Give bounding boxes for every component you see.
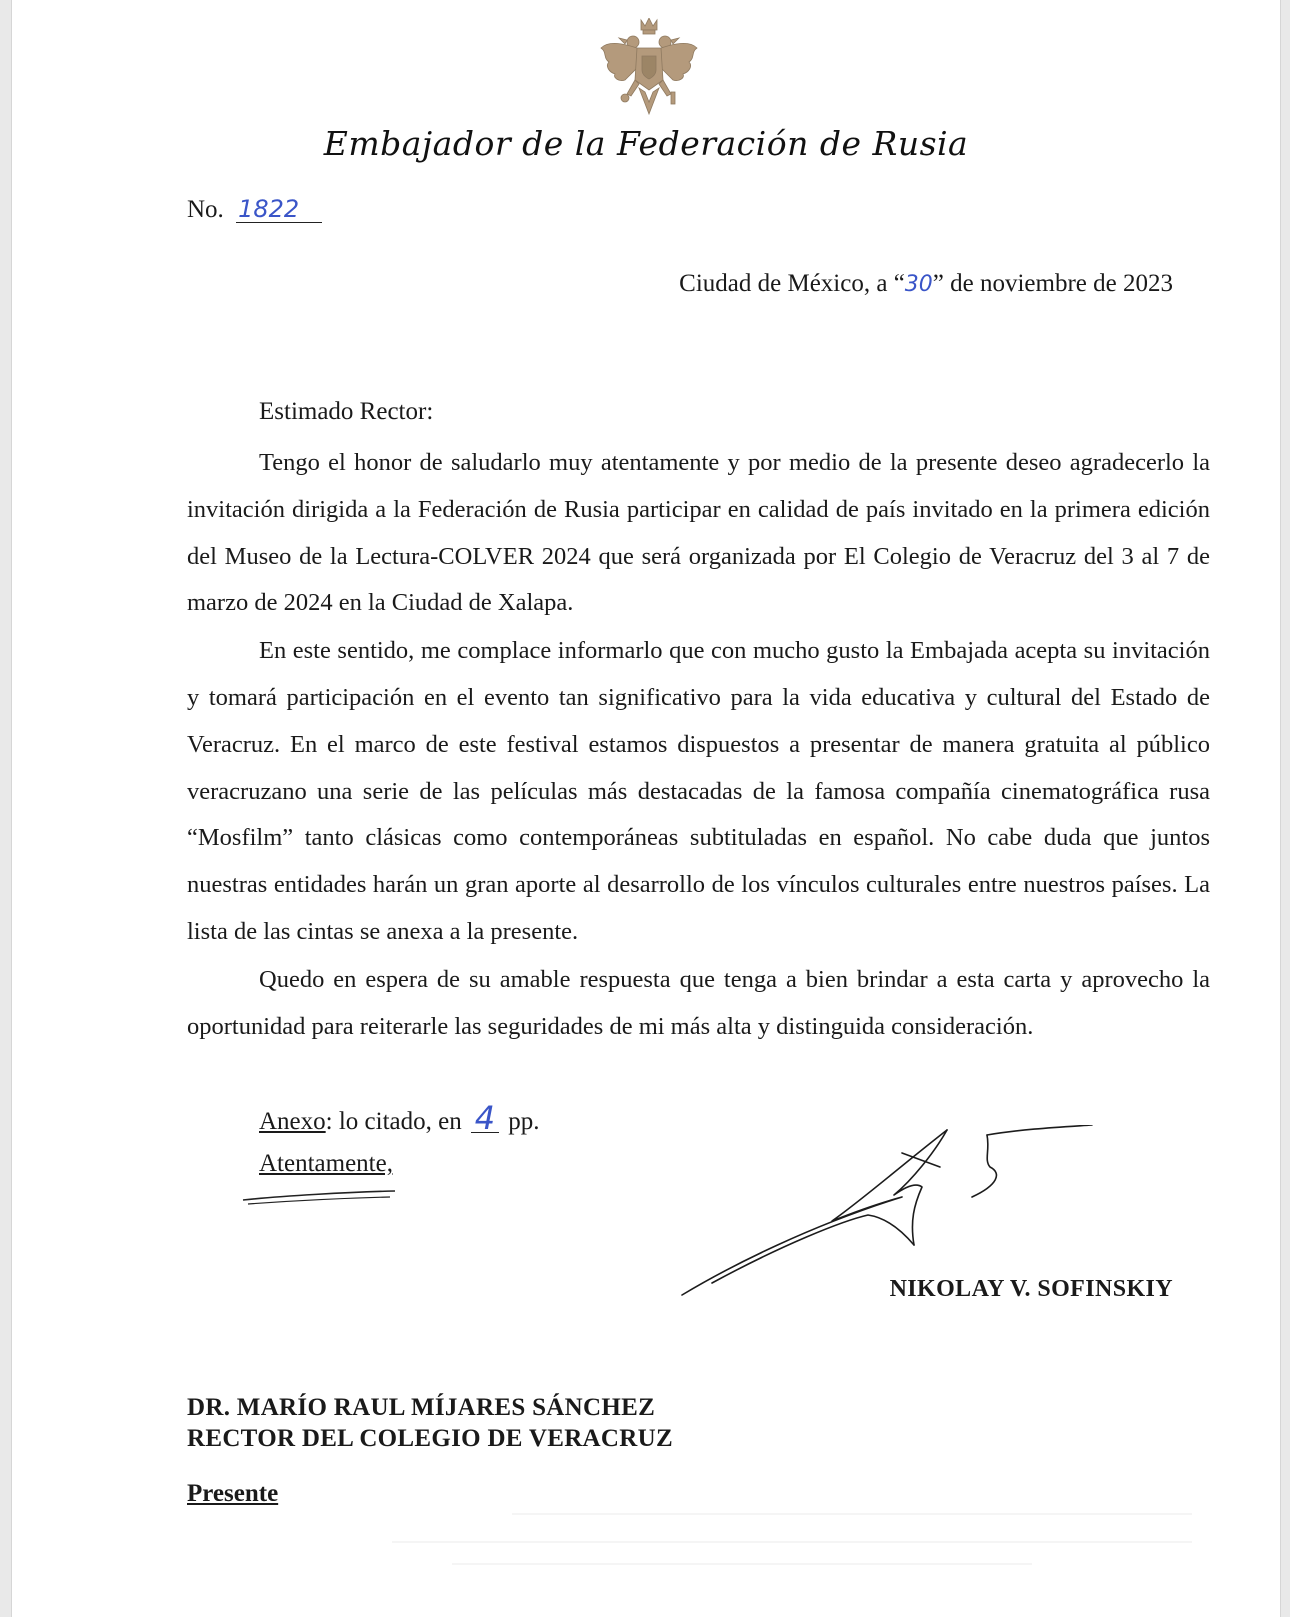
addressee-block [187, 1392, 673, 1454]
annex-page-count: 4 [471, 1104, 499, 1133]
body-paragraph: Tengo el honor de saludarlo muy atentamente y por medio de la presente deseo agradecerlo la invitación dirigida a la Federación de Rusia participar en calidad de país invitado en la primera edición del Museo de la Lectura-COLVER 2024 que será organizada por El Colegio de Veracruz del 3 al 7 de marzo de 2024 en la Ciudad de Xalapa. [187, 449, 1210, 617]
addressee-position: RECTOR DEL COLEGIO DE VERACRUZ [187, 1425, 673, 1452]
signer-name: NIKOLAY V. SOFINSKIY [889, 1276, 1173, 1302]
closing-flourish [240, 1186, 400, 1206]
reference-number: 1822 [236, 197, 322, 223]
addressee-presente: Presente [187, 1480, 279, 1507]
letter-page [12, 0, 1280, 1617]
closing: Atentamente, [259, 1150, 393, 1177]
letterhead-title: Embajador de la Federación de Rusia [323, 124, 969, 163]
annex-suffix: pp. [501, 1108, 540, 1135]
reference-number-line [187, 196, 322, 224]
show-through-marks [392, 1508, 1212, 1568]
annex-label: Anexo [259, 1108, 326, 1135]
letter-body [187, 440, 1210, 1051]
body-paragraph: En este sentido, me complace informarlo que con mucho gusto la Embajada acepta su invitación y tomará participación en el evento tan significativo para la vida educativa y cultural del Estado de Veracruz. En el marco de este festival estamos dispuestos a presentar de manera gratuita al público veracruzano una serie de las películas más destacadas de la famosa compañía cinematográfica rusa “Mosfilm” tanto clásicas como contemporáneas subtituladas en español. No cabe duda que juntos nuestras entidades harán un gran aporte al desarrollo de los vínculos culturales entre nuestros países. La lista de las cintas se anexa a la presente. [187, 637, 1210, 945]
reference-prefix: No. [187, 196, 224, 223]
greeting: Estimado Rector: [259, 398, 434, 425]
annex-line [259, 1099, 540, 1137]
body-paragraph: Quedo en espera de su amable respuesta que tenga a bien brindar a esta carta y aprovecho la oportunidad para reiterarle las seguridades de mi más alta y distinguida consideración. [187, 965, 1210, 1040]
date-line [679, 270, 1173, 298]
addressee-name: DR. MARÍO RAUL MÍJARES SÁNCHEZ [187, 1394, 656, 1421]
date-day: 30 [904, 272, 933, 297]
annex-text: : lo citado, en [325, 1108, 468, 1135]
date-prefix: Ciudad de México, a “ [679, 270, 905, 297]
date-suffix: ” de noviembre de 2023 [932, 270, 1173, 297]
double-headed-eagle-icon [597, 18, 701, 118]
